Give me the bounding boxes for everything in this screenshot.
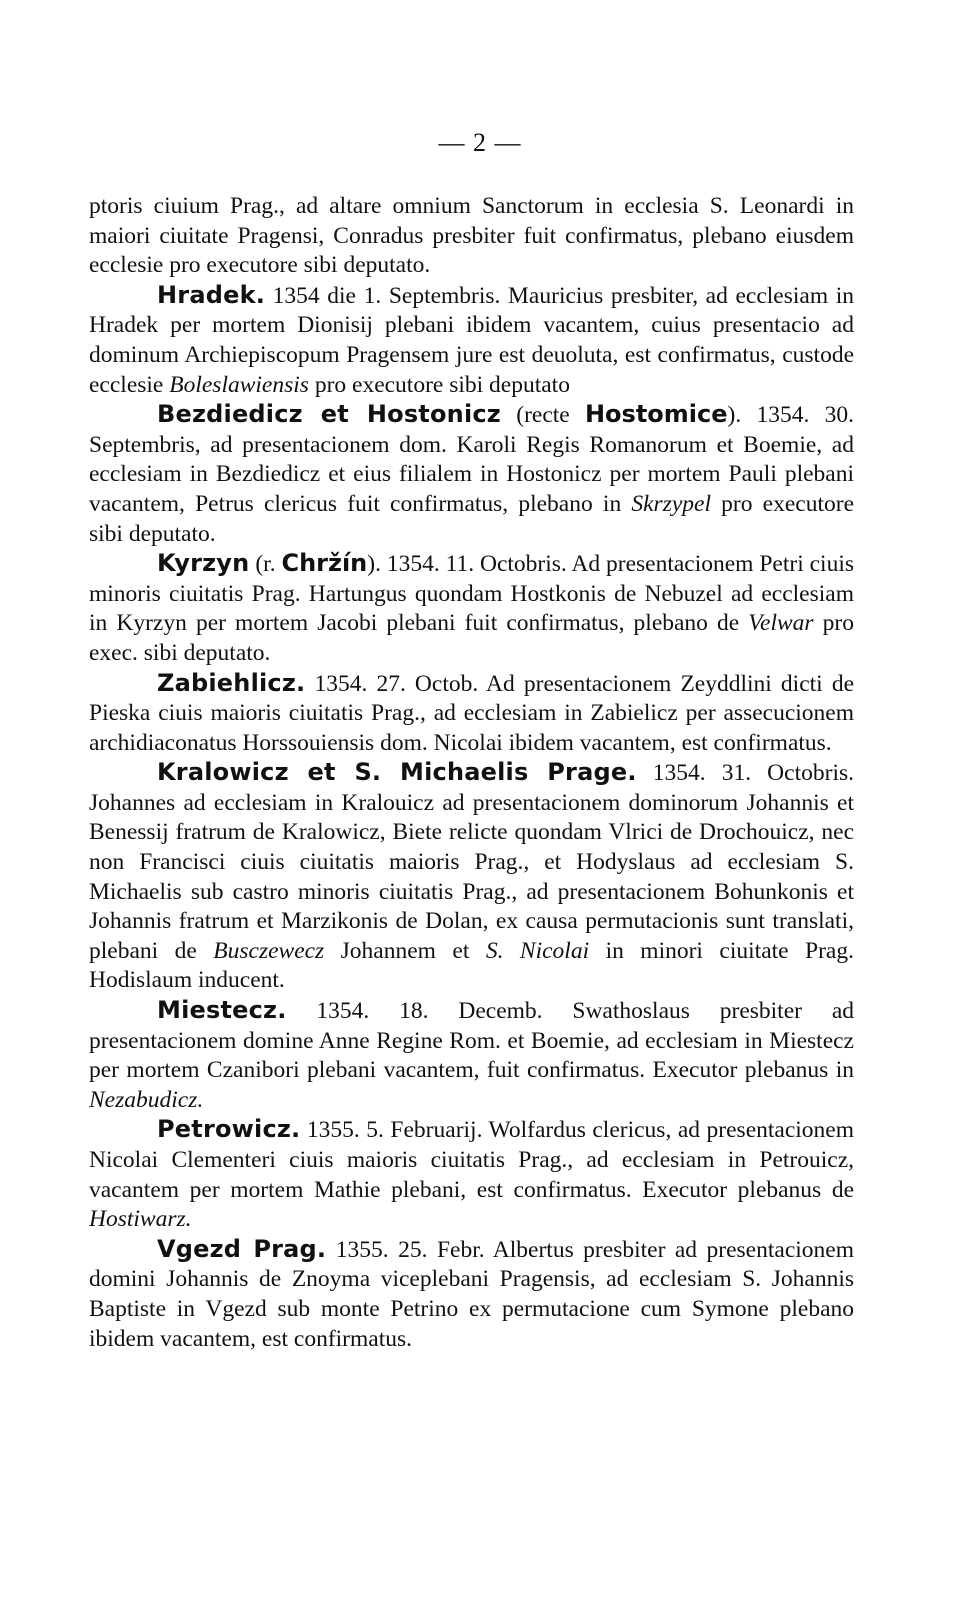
entry-text: in minori ciuitate Prag. Hodislaum inducent.	[89, 937, 854, 994]
entry-bezdiedicz	[89, 400, 854, 549]
entry-text: 1355. 5. Februarij. Wolfardus clericus, ad presentacionem Nicolai Clementeri ciuis maioris ciuitatis Prag., ad ecclesiam in Petrouicz, vacantem per mortem Mathie plebani, est confirmatus. Executor plebanus de	[89, 1117, 854, 1203]
entry-text: 1354 die 1. Septembris. Mauricius presbiter, ad ecclesiam in Hradek per mortem Dionisij plebani ibidem vacantem, cuius presentacio ad dominum Archiepiscopum Pragensem jure est deuoluta, est confirmatus, custode ecclesie	[89, 282, 854, 398]
entry-italic: Nezabudicz.	[89, 1086, 204, 1113]
paragraph-text: ptoris ciuium Prag., ad altare omnium Sanctorum in ecclesia S. Leonardi in maiori ciuitate Pragensi, Conradus presbiter fuit confirmatus, plebano eiusdem ecclesie pro executore sibi deputato.	[89, 193, 854, 279]
entry-italic: Skrzypel	[631, 490, 711, 517]
entry-italic: Boleslawiensis	[169, 371, 309, 398]
entry-text: 1354. 18. Decemb. Swathoslaus presbiter ad presentacionem domine Anne Regine Rom. et Boemie, ad ecclesiam in Miestecz per mortem Czanibori plebani vacantem, fuit confirmatus. Executor plebanus in	[89, 998, 854, 1084]
entry-heading: Kralowicz et S. Michaelis Prage.	[157, 758, 637, 787]
entry-petrowicz	[89, 1115, 854, 1234]
entry-heading: Zabiehlicz.	[157, 668, 306, 697]
entry-italic: Velwar	[748, 610, 814, 637]
entry-hradek	[89, 281, 854, 400]
page-number: — 2 —	[438, 128, 522, 157]
entry-italic: Busczewecz	[213, 937, 325, 964]
entry-text: ). 1354. 30. Septembris, ad presentacionem dom. Karoli Regis Romanorum et Boemie, ad ecclesiam in Bezdiedicz et eius filialem in Hostonicz per mortem Pauli plebani vacantem, Petrus clericus fuit confirmatus, plebano in	[89, 402, 854, 517]
entry-vgezd	[89, 1235, 854, 1354]
entry-heading: Kyrzyn	[157, 549, 250, 578]
entry-zabiehlicz	[89, 669, 854, 759]
entry-text: pro exec. sibi deputato.	[89, 610, 854, 666]
entry-text: pro executore sibi deputato.	[89, 490, 854, 547]
entry-text: pro executore sibi deputato	[308, 371, 570, 398]
entry-italic: S. Nicolai	[485, 937, 590, 964]
entry-miestecz	[89, 996, 854, 1115]
entry-heading: Miestecz.	[157, 996, 287, 1025]
entry-text: ). 1354. 11. Octobris. Ad presentacionem Petri ciuis minoris ciuitatis Prag. Hartungus quondam Hostkonis de Nebuzel ad ecclesiam in Kyrzyn per mortem Jacobi plebani fuit confirmatus, plebano de	[89, 551, 854, 637]
entry-heading-alt: Hostomice	[584, 400, 728, 429]
entry-text: 1355. 25. Febr. Albertus presbiter ad presentacionem domini Johannis de Znoyma viceplebani Pragensis, ad ecclesiam S. Johannis Baptiste in Vgezd sub monte Petrino ex permutacione cum Symone plebano ibidem vacantem, est confirmatus.	[89, 1236, 854, 1352]
document-body	[89, 192, 854, 1354]
entry-text: Johannem et	[324, 937, 486, 964]
paragraph-continued	[89, 192, 854, 281]
entry-heading-alt: Chržín	[281, 549, 368, 578]
entry-text: 1354. 27. Octob. Ad presentacionem Zeyddlini dicti de Pieska ciuis maioris ciuitatis Prag., ad ecclesiam in Zabielicz per assecucionem archidiaconatus Horssouiensis dom. Nicolai ibidem vacantem, est confirmatus.	[89, 670, 854, 756]
entry-heading: Petrowicz.	[157, 1115, 301, 1144]
entry-heading: Hradek.	[157, 280, 266, 309]
entry-text: (recte	[500, 402, 585, 429]
entry-heading: Vgezd Prag.	[157, 1234, 327, 1263]
entry-text: 1354. 31. Octobris. Johannes ad ecclesiam in Kralouicz ad presentacionem dominorum Johannis et Benessij fratrum de Kralowicz, Biete relicte quondam Vlrici de Drochouicz, nec non Francisci ciuis ciuitatis maioris Prag., et Hodyslaus ad ecclesiam S. Michaelis sub castro minoris ciuitatis Prag., ad presentacionem Bohunkonis et Johannis fratrum et Marzikonis de Dolan, ex causa permutacionis sunt translati, plebani de	[89, 760, 854, 964]
entry-text: (r.	[249, 551, 282, 578]
entry-heading: Bezdiedicz et Hostonicz	[157, 400, 501, 429]
entry-kyrzyn	[89, 549, 854, 668]
entry-italic: Hostiwarz.	[89, 1206, 192, 1233]
entry-kralowicz	[89, 758, 854, 996]
